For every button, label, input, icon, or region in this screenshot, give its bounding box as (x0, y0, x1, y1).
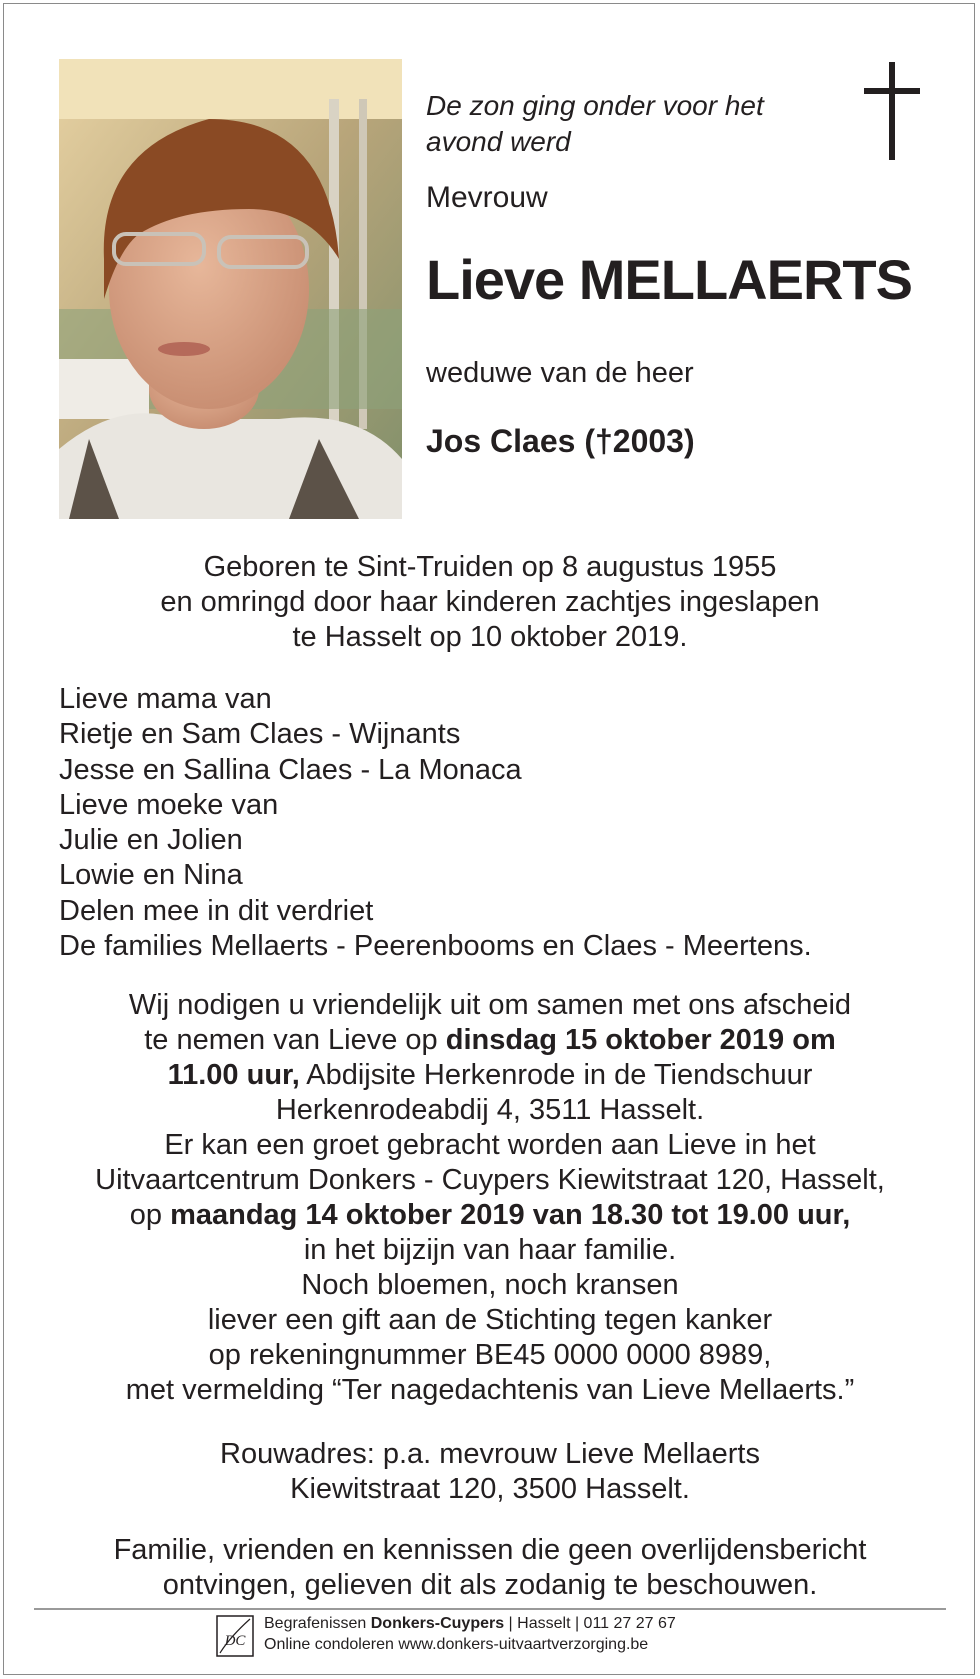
spouse-name: Jos Claes (†2003) (426, 423, 695, 459)
footer-text (264, 1613, 676, 1655)
text-line (30, 1023, 950, 1058)
family-line: Jesse en Sallina Claes - La Monaca (59, 753, 522, 786)
text-line: Er kan een groet gebracht worden aan Lieve in het (164, 1129, 816, 1161)
text-line: op rekeningnummer BE45 0000 0000 8989, (208, 1339, 772, 1371)
text-line: Geboren te Sint-Truiden op 8 augustus 1955 (203, 551, 777, 583)
text-span: | Hasselt | 011 27 27 67 (504, 1615, 676, 1632)
latin-cross-icon (864, 62, 920, 160)
deceased-name: Lieve MELLAERTS (426, 248, 912, 311)
text-line: liever een gift aan de Stichting tegen kanker (207, 1304, 773, 1336)
family-line: Lieve mama van (59, 683, 272, 715)
footer (216, 1613, 816, 1663)
ceremony-date: dinsdag 15 oktober 2019 om (445, 1024, 836, 1056)
visitation-time: maandag 14 oktober 2019 van 18.30 tot 19.00 uur, (170, 1199, 851, 1231)
text-line: Noch bloemen, noch kransen (301, 1269, 679, 1301)
text-line: Familie, vrienden en kennissen die geen overlijdensbericht (113, 1534, 867, 1566)
text-line: Uitvaartcentrum Donkers - Cuypers Kiewitstraat 120, Hasselt, (95, 1164, 885, 1196)
family-line: Lowie en Nina (59, 859, 243, 892)
logo-text: DC (224, 1633, 246, 1649)
footer-line (264, 1613, 676, 1634)
portrait-photo (59, 59, 402, 519)
text-line: Wij nodigen u vriendelijk uit om samen met ons afscheid (128, 989, 852, 1021)
text-line: Rouwadres: p.a. mevrouw Lieve Mellaerts (220, 1438, 760, 1470)
text-line: met vermelding “Ter nagedachtenis van Lieve Mellaerts.” (125, 1374, 855, 1406)
text-span: op (129, 1199, 171, 1231)
invitation-paragraph (30, 988, 950, 1408)
text-span: Abdijsite Herkenrode in de Tiendschuur (299, 1059, 813, 1091)
text-span: te nemen van Lieve op (144, 1024, 446, 1056)
text-line: ontvingen, gelieven dit als zodanig te beschouwen. (162, 1569, 818, 1601)
text-span: Begrafenissen (264, 1615, 371, 1632)
mourning-address (30, 1437, 950, 1507)
family-list (59, 682, 812, 964)
text-line: in het bijzijn van haar familie. (303, 1234, 677, 1266)
family-line: Lieve moeke van (59, 788, 279, 821)
family-line: Rietje en Sam Claes - Wijnants (59, 718, 461, 751)
ceremony-time: 11.00 uur, (167, 1059, 300, 1091)
salutation: Mevrouw (426, 181, 548, 214)
family-line: Delen mee in dit verdriet (59, 894, 374, 927)
text-line (30, 1058, 950, 1093)
family-line: Julie en Jolien (59, 824, 243, 857)
footer-divider (34, 1608, 946, 1610)
text-line: Kiewitstraat 120, 3500 Hasselt. (290, 1473, 690, 1505)
notice-paragraph (30, 1533, 950, 1603)
header-text (426, 88, 912, 461)
birth-death-paragraph (30, 550, 950, 655)
family-line: De families Mellaerts - Peerenbooms en Claes - Meertens. (59, 930, 812, 963)
verse-line: avond werd (426, 126, 571, 157)
verse-line: De zon ging onder voor het (426, 90, 764, 121)
text-line (30, 1198, 950, 1233)
funeral-home-name: Donkers-Cuypers (370, 1615, 505, 1632)
text-line: en omringd door haar kinderen zachtjes ingeslapen (160, 586, 820, 618)
verse (426, 88, 846, 160)
text-line: Herkenrodeabdij 4, 3511 Hasselt. (275, 1094, 705, 1126)
text-line: te Hasselt op 10 oktober 2019. (292, 621, 688, 653)
condolence-link-line: Online condoleren www.donkers-uitvaartverzorging.be (264, 1636, 649, 1653)
widow-of-label: weduwe van de heer (426, 357, 694, 389)
funeral-home-logo (216, 1615, 254, 1657)
